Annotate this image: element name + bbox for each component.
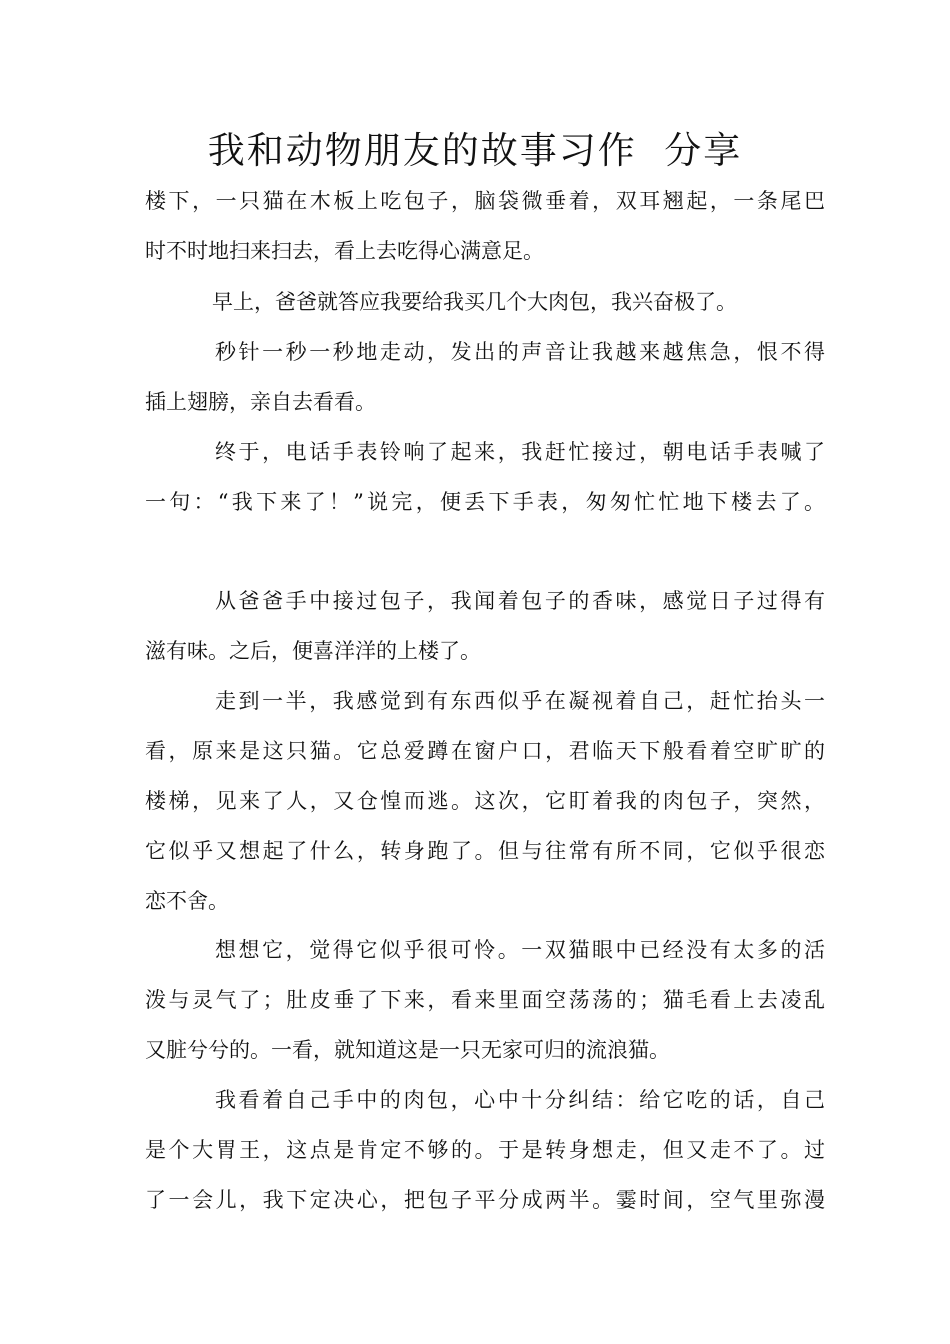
paragraph-line: 终于，电话手表铃响了起来，我赶忙接过，朝电话手表喊了 — [215, 440, 825, 464]
document-title: 我和动物朋友的故事习作 分享 — [207, 129, 743, 172]
paragraph-line: 想想它，觉得它似乎很可怜。一双猫眼中已经没有太多的活 — [215, 938, 825, 962]
paragraph-line: 秒针一秒一秒地走动，发出的声音让我越来越焦急，恨不得 — [215, 340, 825, 364]
paragraph-line: 恋不舍。 — [145, 889, 229, 913]
paragraph-line: 又脏兮兮的。一看，就知道这是一只无家可归的流浪猫。 — [145, 1038, 670, 1062]
paragraph-line: 滋有味。之后，便喜洋洋的上楼了。 — [145, 639, 481, 663]
paragraph-line: 楼梯，见来了人，又仓惶而逃。这次，它盯着我的肉包子，突然， — [145, 789, 825, 813]
paragraph-line: 了一会儿，我下定决心，把包子平分成两半。霎时间，空气里弥漫 — [145, 1188, 825, 1212]
paragraph-line: 楼下，一只猫在木板上吃包子，脑袋微垂着，双耳翘起，一条尾巴 — [145, 189, 825, 213]
paragraph-line: 一句：“我下来了！”说完，便丢下手表，匆匆忙忙地下楼去了。 — [145, 490, 825, 514]
paragraph-line: 泼与灵气了；肚皮垂了下来，看来里面空荡荡的；猫毛看上去凌乱 — [145, 988, 825, 1012]
paragraph-line: 时不时地扫来扫去，看上去吃得心满意足。 — [145, 239, 544, 263]
paragraph-line: 看，原来是这只猫。它总爱蹲在窗户口，君临天下般看着空旷旷的 — [145, 739, 825, 763]
paragraph-line: 我看着自己手中的肉包，心中十分纠结：给它吃的话，自己 — [215, 1088, 825, 1112]
paragraph-line: 走到一半，我感觉到有东西似乎在凝视着自己，赶忙抬头一 — [215, 689, 825, 713]
paragraph-line: 它似乎又想起了什么，转身跑了。但与往常有所不同，它似乎很恋 — [145, 839, 825, 863]
paragraph-line: 是个大胃王，这点是肯定不够的。于是转身想走，但又走不了。过 — [145, 1138, 825, 1162]
paragraph-line: 早上，爸爸就答应我要给我买几个大肉包，我兴奋极了。 — [212, 290, 737, 314]
paragraph-line: 从爸爸手中接过包子，我闻着包子的香味，感觉日子过得有 — [215, 589, 825, 613]
paragraph-line: 插上翅膀，亲自去看看。 — [145, 390, 376, 414]
